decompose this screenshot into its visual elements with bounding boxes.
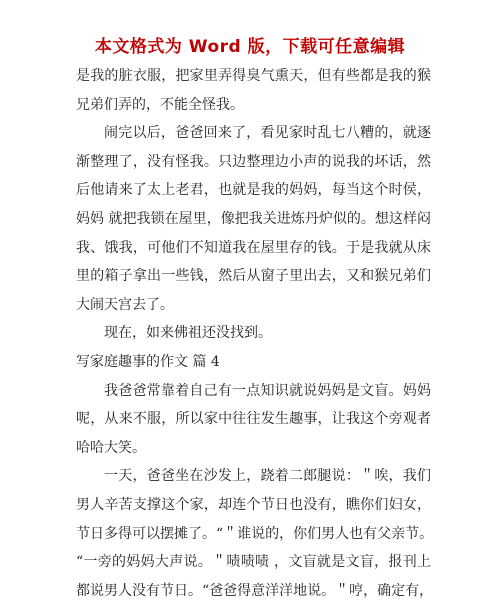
text-line: 我、饿我，可他们不知道我在屋里存的钱。于是我就从床 bbox=[76, 239, 431, 256]
page-header-title: 本文格式为 Word 版，下载可任意编辑 bbox=[94, 37, 406, 57]
text-line: 后他请来了太上老君，也就是我的妈妈，每当这个时侯， bbox=[76, 182, 431, 199]
text-line: 一天，爸爸坐在沙发上，跷着二郎腿说：＂唉，我们 bbox=[104, 468, 431, 485]
text-line: 兄弟们弄的，不能全怪我。 bbox=[76, 96, 244, 113]
text-line: 现在，如来佛祖还没找到。 bbox=[104, 325, 272, 342]
text-line: 渐整理了，没有怪我。只边整理边小声的说我的坏话，然 bbox=[76, 153, 431, 170]
text-line: 呢，从来不服，所以家中往往发生趣事，让我这个旁观者 bbox=[76, 411, 431, 428]
text-line: 里的箱子拿出一些钱，然后从窗子里出去，又和猴兄弟们 bbox=[76, 268, 431, 285]
text-line: 闹完以后，爸爸回来了，看见家时乱七八糟的，就逐 bbox=[104, 125, 431, 142]
document-body bbox=[76, 62, 434, 605]
text-line: 大闹天宫去了。 bbox=[76, 296, 174, 313]
text-line: 都说男人没有节日。“爸爸得意洋洋地说。＂哼，确定有， bbox=[76, 582, 434, 599]
text-line: 男人辛苦支撑这个家，却连个节日也没有，瞧你们妇女， bbox=[76, 496, 431, 513]
section-heading: 写家庭趣事的作文 篇 4 bbox=[76, 353, 220, 370]
text-line: 节日多得可以摆摊了。“＂谁说的，你们男人也有父亲节。 bbox=[76, 525, 434, 542]
text-line: 是我的脏衣服，把家里弄得臭气熏天，但有些都是我的猴 bbox=[76, 68, 431, 84]
text-line: 妈妈 就把我锁在屋里，像把我关进炼丹炉似的。想这样闷 bbox=[76, 210, 431, 227]
text-line: 我爸爸常靠着自己有一点知识就说妈妈是文盲。妈妈 bbox=[104, 382, 431, 399]
text-line: 哈哈大笑。 bbox=[76, 439, 146, 456]
text-line: “一旁的妈妈大声说。＂啧啧啧 ，文盲就是文盲，报刊上 bbox=[76, 554, 431, 571]
